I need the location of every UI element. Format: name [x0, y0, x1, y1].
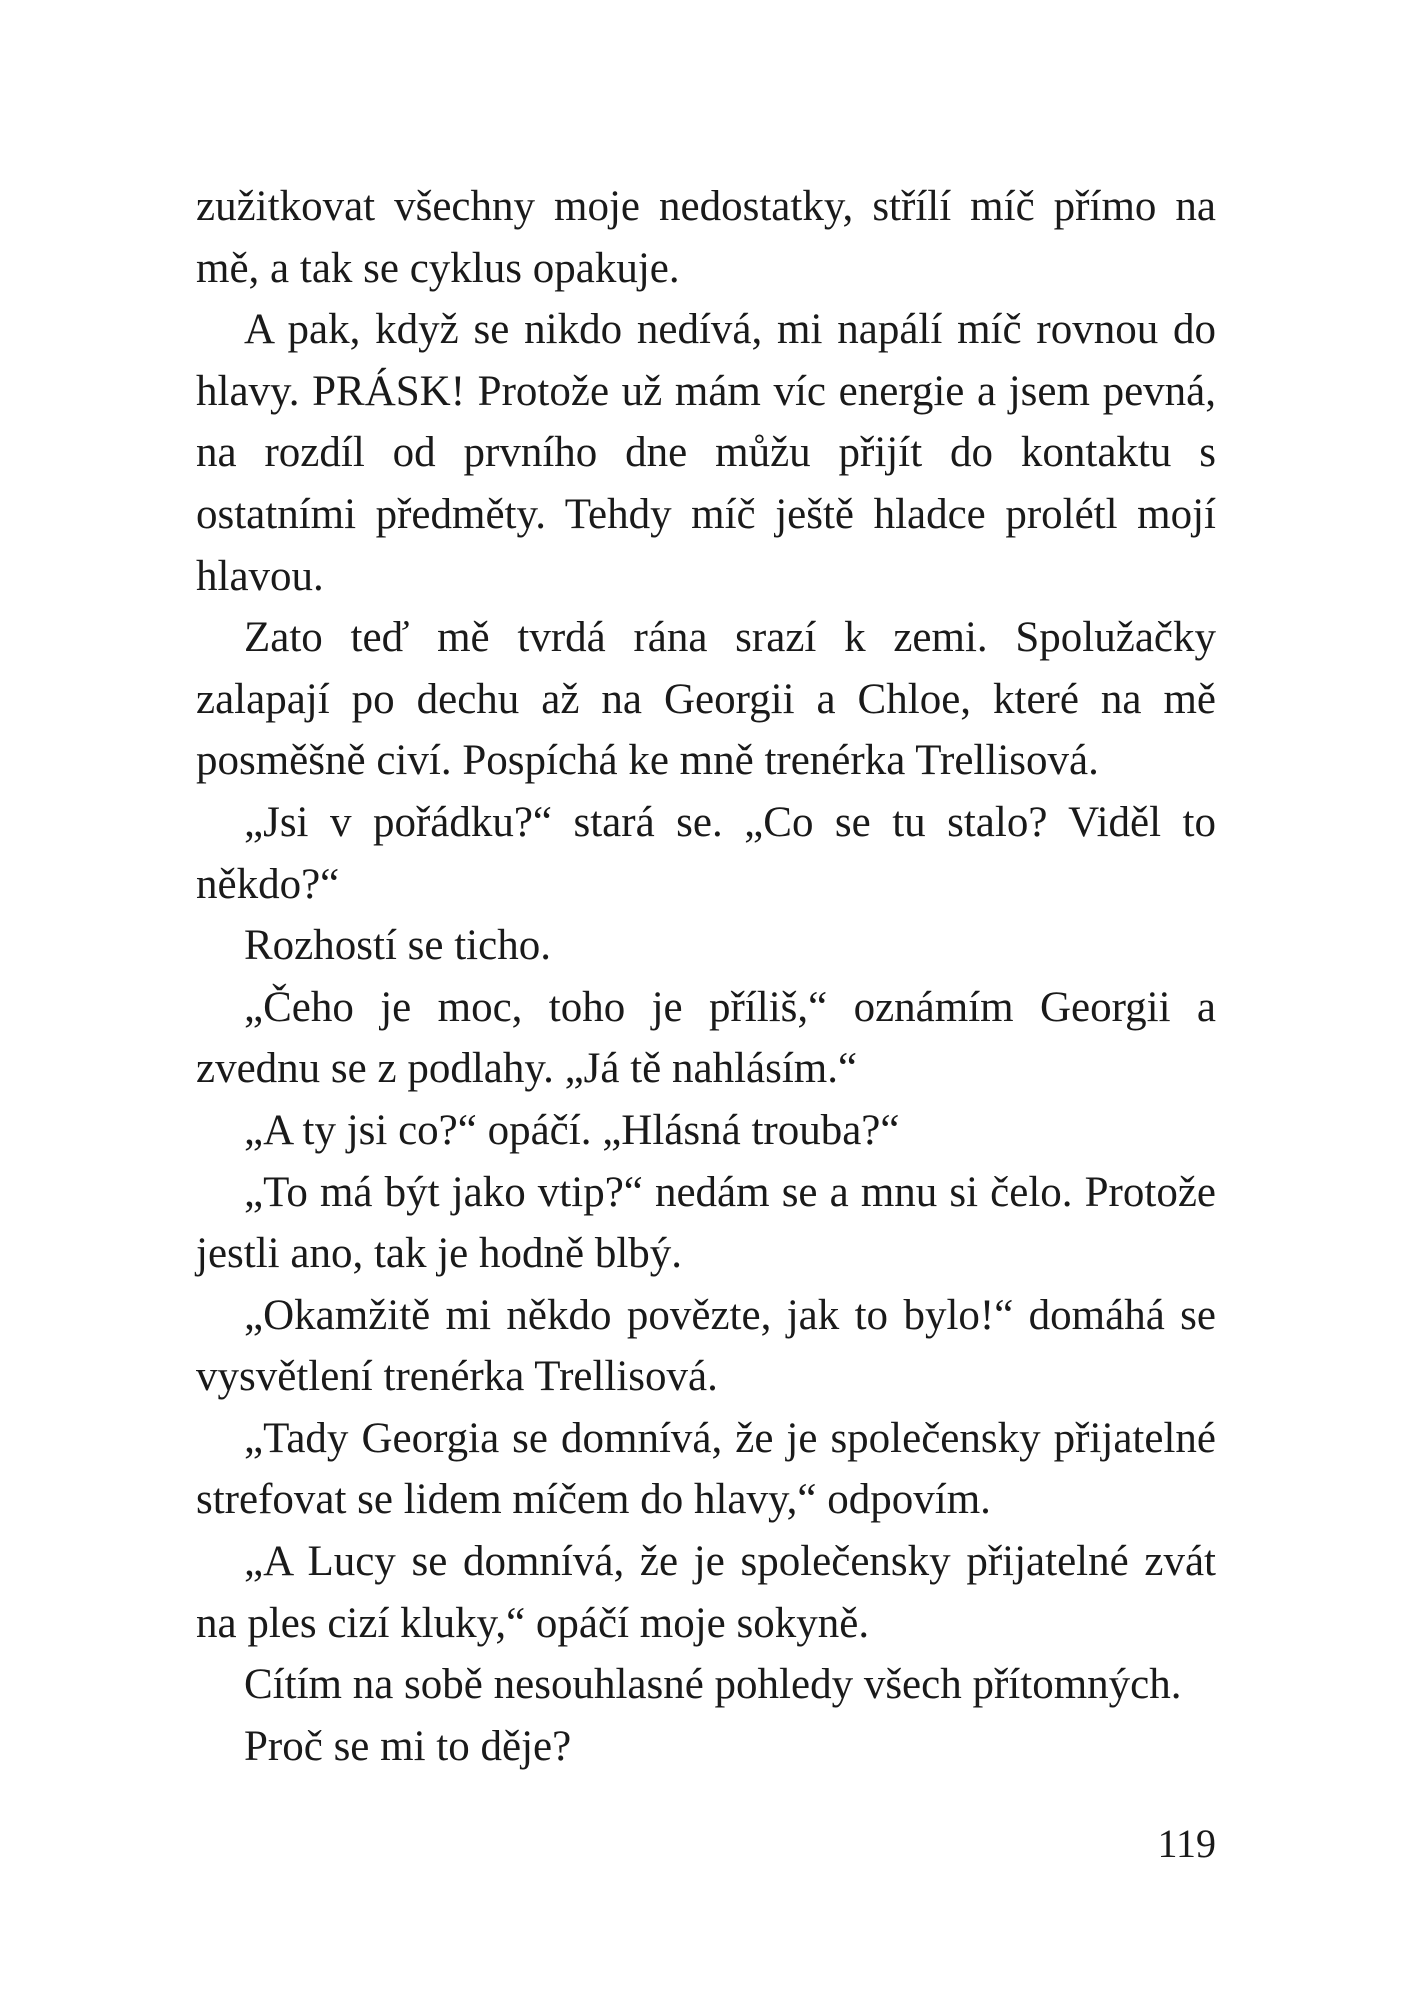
- paragraph-5: Rozhostí se ticho.: [244, 922, 551, 970]
- paragraph-12: Cítím na sobě nesouhlasné pohledy všech přítomných.: [244, 1661, 1182, 1709]
- paragraph-13: Proč se mi to děje?: [244, 1722, 572, 1770]
- paragraph-1: zužitkovat všechny moje nedostatky, střílí míč přímo na mě, a tak se cyklus opakuje.: [196, 183, 1216, 292]
- book-page-text: [196, 176, 1216, 1976]
- paragraph-2: A pak, když se nikdo nedívá, mi napálí míč rovnou do hlavy. PRÁSK! Protože už mám víc energie a jsem pevná, na rozdíl od prvního dne můžu přijít do kontaktu s ostatními předměty. Tehdy míč ještě hladce prolétl mojí hlavou.: [196, 306, 1216, 600]
- paragraph-4: „Jsi v pořádku?“ stará se. „Co se tu stalo? Viděl to někdo?“: [196, 798, 1216, 908]
- paragraph-8: „To má být jako vtip?“ nedám se a mnu si čelo. Protože jestli ano, tak je hodně blbý.: [196, 1168, 1216, 1278]
- paragraph-6: „Čeho je moc, toho je příliš,“ oznámím Georgii a zvednu se z podlahy. „Já tě nahlásím.“: [196, 983, 1216, 1093]
- paragraph-7: „A ty jsi co?“ opáčí. „Hlásná trouba?“: [244, 1106, 900, 1154]
- paragraph-9: „Okamžitě mi někdo povězte, jak to bylo!“ domáhá se vysvětlení trenérka Trellisová.: [196, 1291, 1216, 1401]
- paragraph-3: Zato teď mě tvrdá rána srazí k zemi. Spolužačky zalapají po dechu až na Georgii a Chloe, které na mě posměšně civí. Pospíchá ke mně trenérka Trellisová.: [196, 614, 1216, 785]
- paragraph-11: „A Lucy se domnívá, že je společensky přijatelné zvát na ples cizí kluky,“ opáčí moje sokyně.: [196, 1538, 1216, 1647]
- page-number: 119: [1157, 1821, 1216, 1866]
- paragraph-10: „Tady Georgia se domnívá, že je společensky přijatelné strefovat se lidem míčem do hlavy,“ odpovím.: [196, 1414, 1216, 1524]
